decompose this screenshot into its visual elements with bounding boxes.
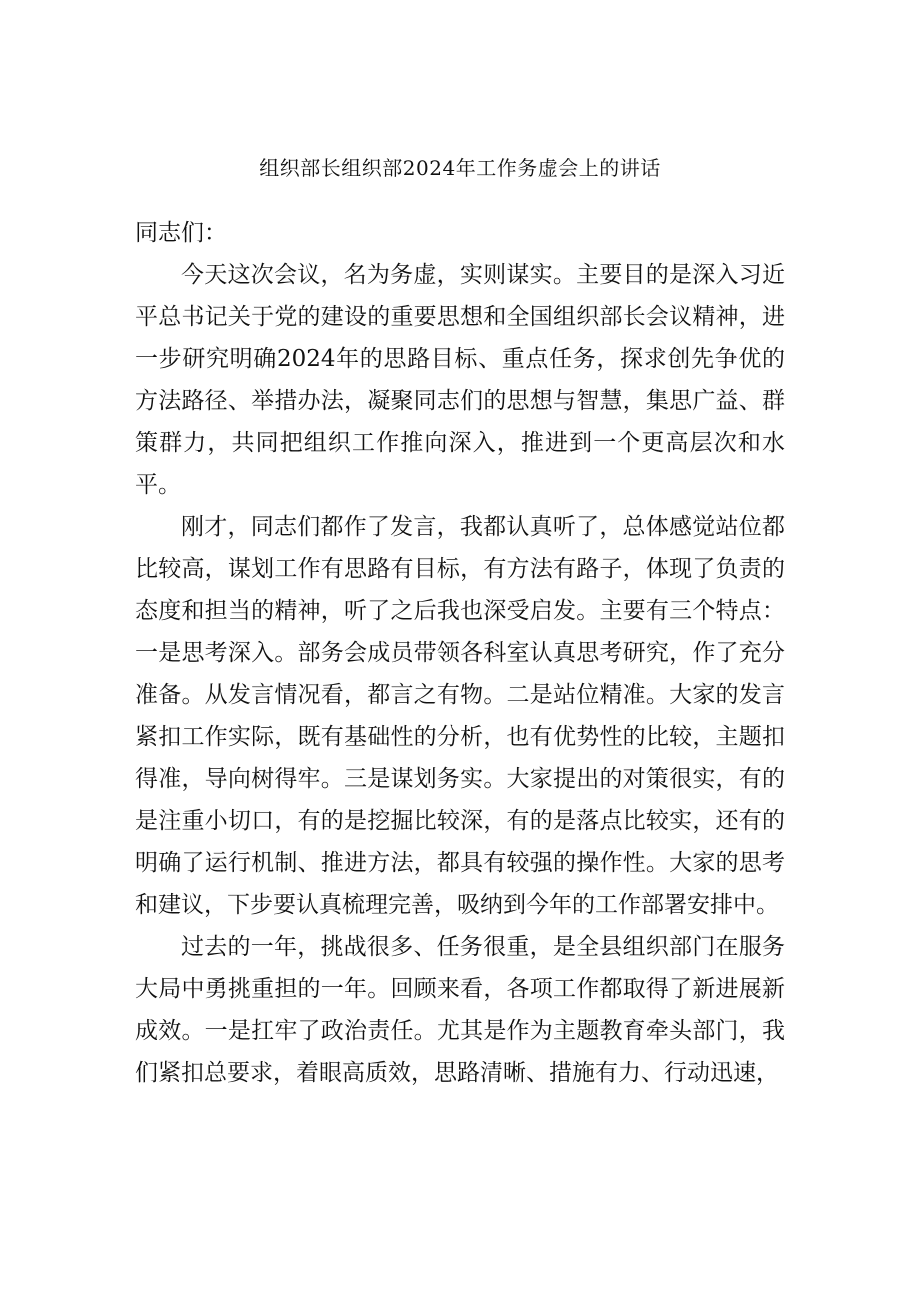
paragraph-review: 过去的一年，挑战很多、任务很重，是全县组织部门在服务大局中勇挑重担的一年。回顾来看，各项工作都取得了新进展新成效。一是扛牢了政治责任。尤其是作为主题教育牵头部门，我们紧扣总要求，着眼高质效，思路清晰、措施有力、行动迅速，	[135, 934, 785, 1086]
salutation: 同志们：	[135, 220, 227, 246]
paragraph-opening: 今天这次会议，名为务虚，实则谋实。主要目的是深入习近平总书记关于党的建设的重要思想和全国组织部长会议精神，进一步研究明确2024年的思路目标、重点任务，探求创先争优的方法路径、举措办法，凝聚同志们的思想与智慧，集思广益、群策群力，共同把组织工作推向深入，推进到一个更高层次和水平。	[135, 262, 785, 498]
document-title: 组织部长组织部2024年工作务虚会上的讲话	[259, 156, 661, 180]
paragraph-feedback: 刚才，同志们都作了发言，我都认真听了，总体感觉站位都比较高，谋划工作有思路有目标，有方法有路子，体现了负责的态度和担当的精神，听了之后我也深受启发。主要有三个特点：一是思考深入。部务会成员带领各科室认真思考研究，作了充分准备。从发言情况看，都言之有物。二是站位精准。大家的发言紧扣工作实际，既有基础性的分析，也有优势性的比较，主题扣得准，导向树得牢。三是谋划务实。大家提出的对策很实，有的是注重小切口，有的是挖掘比较深，有的是落点比较实，还有的明确了运行机制、推进方法，都具有较强的操作性。大家的思考和建议，下步要认真梳理完善，吸纳到今年的工作部署安排中。	[135, 514, 785, 918]
document-body	[135, 212, 785, 1094]
